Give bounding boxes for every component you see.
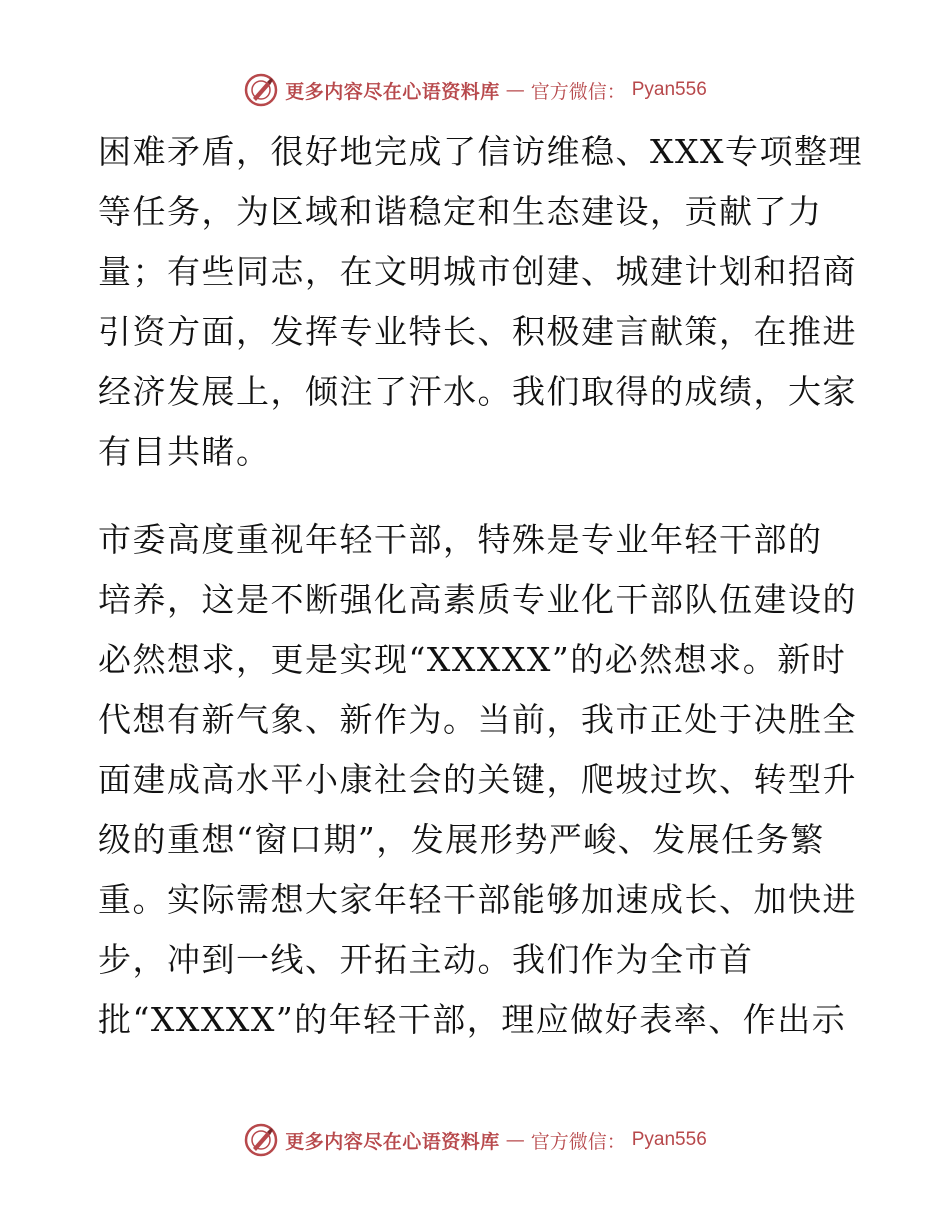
text-line: 代想有新气象、新作为。当前，我市正处于决胜全 — [98, 700, 857, 739]
paragraph-1 — [98, 122, 863, 482]
text-line: 面建成高水平小康社会的关键，爬坡过坎、转型升 — [98, 760, 857, 799]
text-line: 困难矛盾，很好地完成了信访维稳、XXX专项整理 — [98, 132, 863, 171]
header-banner — [0, 70, 950, 110]
text-line: 必然想求，更是实现“XXXXX”的必然想求。新时 — [98, 640, 847, 679]
text-line: 引资方面，发挥专业特长、积极建言献策，在推进 — [98, 312, 857, 351]
wechat-label: 官方微信： — [530, 1130, 626, 1153]
brand-logo-icon — [243, 1122, 279, 1158]
text-line: 等任务，为区域和谐稳定和生态建设，贡献了力 — [98, 192, 823, 231]
banner-title: 更多内容尽在心语资料库 — [285, 1130, 500, 1153]
paragraph-2 — [98, 510, 858, 1050]
wechat-label: 官方微信： — [530, 80, 626, 103]
document-body — [98, 122, 863, 1050]
footer-banner — [0, 1120, 950, 1160]
paragraph-spacer — [98, 482, 858, 510]
text-line: 批“XXXXX”的年轻干部，理应做好表率、作出示 — [98, 1000, 847, 1039]
text-line: 级的重想“窗口期”，发展形势严峻、发展任务繁 — [98, 820, 825, 859]
banner-dash: — — [505, 79, 525, 101]
wechat-id: Pyan556 — [631, 1129, 707, 1150]
text-line: 经济发展上，倾注了汗水。我们取得的成绩，大家 — [98, 372, 857, 411]
wechat-id: Pyan556 — [631, 79, 707, 100]
banner-dash: — — [505, 1129, 525, 1151]
brand-logo-icon — [243, 72, 279, 108]
text-line: 量；有些同志，在文明城市创建、城建计划和招商 — [98, 252, 857, 291]
banner-title: 更多内容尽在心语资料库 — [285, 80, 500, 103]
text-line: 步，冲到一线、开拓主动。我们作为全市首 — [98, 940, 754, 979]
text-line: 培养，这是不断强化高素质专业化干部队伍建设的 — [98, 580, 857, 619]
text-line: 重。实际需想大家年轻干部能够加速成长、加快进 — [98, 880, 857, 919]
text-line: 市委高度重视年轻干部，特殊是专业年轻干部的 — [98, 520, 823, 559]
text-line: 有目共睹。 — [98, 432, 271, 471]
